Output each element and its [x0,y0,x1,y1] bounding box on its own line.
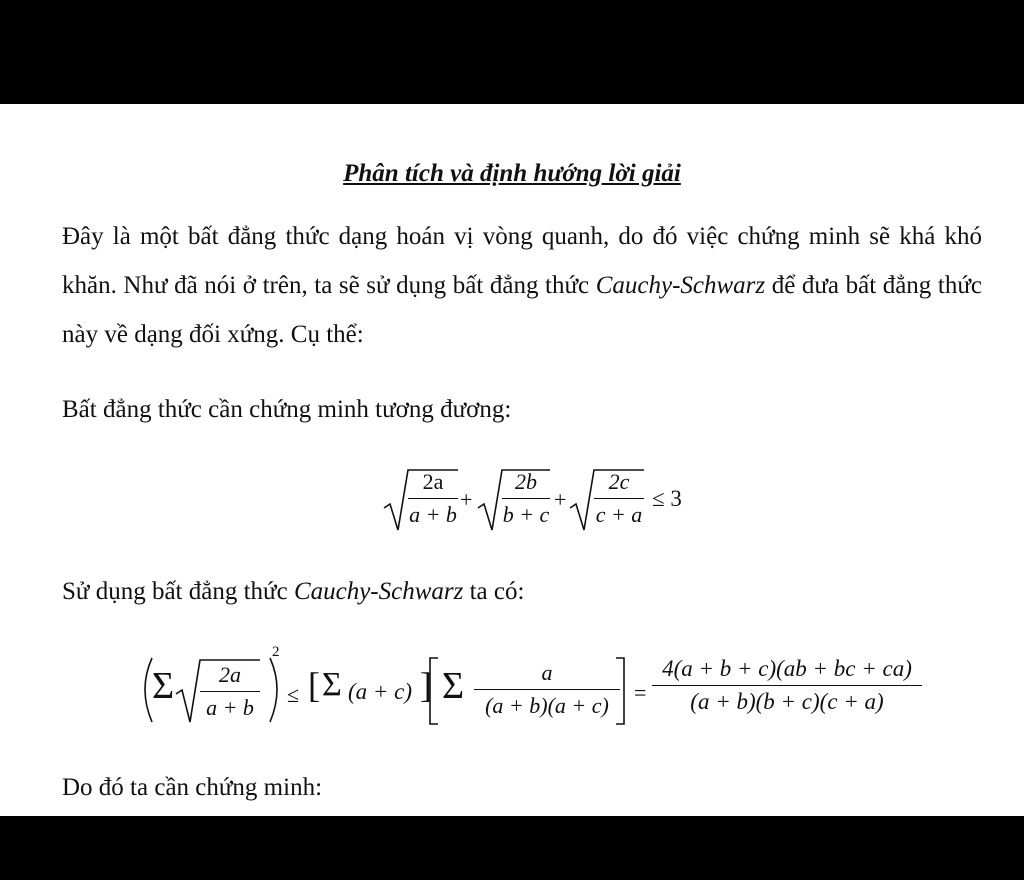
fraction-2b-over-b-plus-c [502,469,550,528]
fraction-denominator: b + c [502,502,550,527]
fraction-2a-over-a-plus-b [408,469,458,528]
intro-text-start: Đây là một bất đẳng thức dạng hoán vị vòng quanh, do đó việc chứng minh sẽ khá khó khăn. Như đã nói ở trên, ta sẽ sử dụng bất đẳng thức [62,223,982,299]
fraction-bar [200,691,260,692]
fraction-denominator: c + a [595,502,643,527]
fraction-denominator: a + b [206,695,254,720]
cauchy-schwarz-statement [62,578,524,606]
rhs-fraction [652,656,922,715]
sum-term-a-plus-c: (a + c) [348,679,413,704]
fraction-denominator: a + b [409,502,457,527]
exponent: 2 [272,644,280,660]
fraction-numerator: 2a [422,469,444,494]
fraction-2c-over-c-plus-a [594,469,644,528]
conclusion-statement: Do đó ta cần chứng minh: [62,774,323,801]
fraction-numerator: 4(a + b + c)(ab + bc + ca) [662,656,912,681]
fraction-bar [652,685,922,686]
plus-sign: + [554,487,567,512]
cs-text-start: Sử dụng bất đẳng thức [62,578,294,605]
fraction-denominator: (a + b)(b + c)(c + a) [690,689,884,714]
less-equal-sign: ≤ [287,682,300,707]
cs-text-end: ta có: [463,578,525,605]
plus-sign: + [460,487,473,512]
fraction-numerator: 2b [515,469,537,494]
fraction-bar [502,498,550,499]
fraction-bar [474,689,620,690]
equivalent-statement: Bất đẳng thức cần chứng minh tương đương: [62,396,512,423]
intro-cauchy-schwarz: Cauchy-Schwarz [595,272,766,299]
intro-paragraph [62,212,982,359]
cs-cauchy-schwarz: Cauchy-Schwarz [293,578,464,605]
intro-text-end: để đưa bất đẳng thức này về dạng đối xứng. Cụ thể: [62,272,982,348]
right-square-bracket: ] [420,665,432,705]
fraction-numerator: 2c [608,469,630,494]
fraction-denominator: (a + b)(a + c) [485,693,609,718]
inequality-rhs: ≤ 3 [652,486,682,511]
summation-sign: Σ [322,666,342,703]
document-page [0,104,1024,816]
fraction-bar [408,498,458,499]
fraction-bar [594,498,644,499]
fraction-a-over-products [474,660,620,719]
summation-sign: Σ [152,665,175,707]
equals-sign: = [634,680,647,705]
fraction-2a-over-a-plus-b [200,662,260,721]
left-square-bracket: [ [308,665,320,705]
fraction-numerator: 2a [219,662,241,687]
fraction-numerator: a [541,660,553,685]
summation-sign: Σ [442,665,465,707]
section-title: Phân tích và định hướng lời giải [343,160,681,187]
